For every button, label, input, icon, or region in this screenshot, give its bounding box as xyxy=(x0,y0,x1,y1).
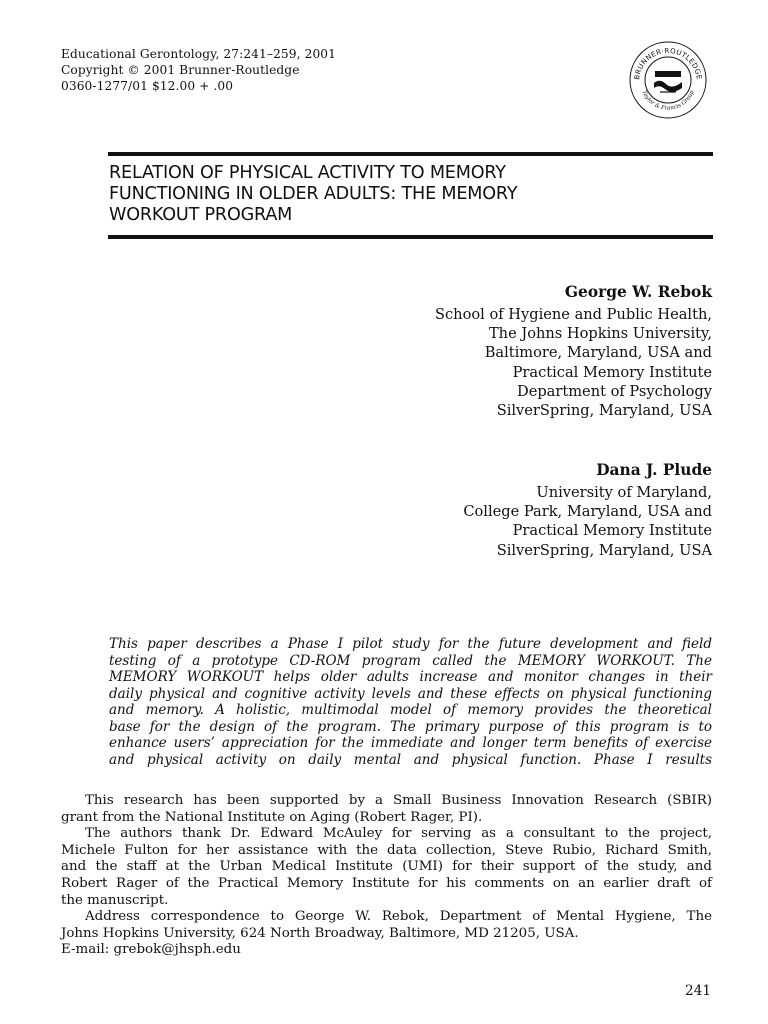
abstract-line: base for the design of the program. The primary purpose of this program is to xyxy=(109,718,712,735)
journal-header xyxy=(61,46,336,94)
journal-issn-price: 0360-1277/01 $12.00 + .00 xyxy=(61,79,234,93)
footnote-line: Michele Fulton for her assistance with the data collection, Steve Rubio, Richard Smith, xyxy=(61,842,712,858)
abstract-line: daily physical and cognitive activity levels and these effects on physical functioning xyxy=(109,685,712,702)
author-name: George W. Rebok xyxy=(564,283,712,301)
title-rule-top xyxy=(108,152,713,156)
footnote-line: Robert Rager of the Practical Memory Institute for his comments on an earlier draft of xyxy=(61,875,712,891)
affiliation-line: Baltimore, Maryland, USA and xyxy=(484,344,712,362)
author-block xyxy=(463,460,712,560)
footnote-line: This research has been supported by a Small Business Innovation Research (SBIR) xyxy=(85,793,712,808)
title-line: WORKOUT PROGRAM xyxy=(109,205,293,225)
affiliation-line: College Park, Maryland, USA and xyxy=(463,503,712,521)
footnote-email-line[interactable]: E-mail: grebok@jhsph.edu xyxy=(61,942,241,958)
seal-text-top: BRUNNER·ROUTLEDGE xyxy=(633,46,703,81)
acknowledgment-footnote xyxy=(61,793,712,959)
abstract xyxy=(109,636,712,768)
footnote-line: The authors thank Dr. Edward McAuley for serving as a consultant to the project, xyxy=(85,826,712,842)
seal-text-bottom: Taylor & Francis Group xyxy=(640,89,696,112)
footnote-line: Address correspondence to George W. Rebok, Department of Mental Hygiene, The xyxy=(85,909,712,925)
affiliation-line: SilverSpring, Maryland, USA xyxy=(496,541,712,559)
author-name: Dana J. Plude xyxy=(596,461,712,479)
abstract-line: testing of a prototype CD-ROM program called the MEMORY WORKOUT. The xyxy=(109,652,712,669)
affiliation-line: SilverSpring, Maryland, USA xyxy=(496,402,712,420)
abstract-line: and memory. A holistic, multimodal model of memory provides the theoretical xyxy=(109,702,712,718)
footnote-line: the manuscript. xyxy=(61,892,169,908)
author-block xyxy=(435,282,712,420)
journal-citation: Educational Gerontology, 27:241–259, 2001 xyxy=(61,47,337,61)
page-number: 241 xyxy=(685,983,711,999)
abstract-line: This paper describes a Phase I pilot study for the future development and field xyxy=(109,636,712,652)
title-line: FUNCTIONING IN OLDER ADULTS: THE MEMORY xyxy=(109,184,518,204)
title-line: RELATION OF PHYSICAL ACTIVITY TO MEMORY xyxy=(109,163,506,183)
title-rule-bottom xyxy=(108,235,713,239)
seal-emblem xyxy=(654,71,682,92)
abstract-line: and physical activity on daily mental and physical function. Phase I results xyxy=(109,751,712,768)
affiliation-line: School of Hygiene and Public Health, xyxy=(435,306,712,323)
abstract-line: enhance users’ appreciation for the immediate and longer term benefits of exercise xyxy=(109,735,712,751)
author-affiliation xyxy=(435,305,712,420)
article-title xyxy=(109,163,709,226)
abstract-line: MEMORY WORKOUT helps older adults increase and monitor changes in their xyxy=(109,669,712,685)
affiliation-line: The Johns Hopkins University, xyxy=(488,325,712,343)
footnote-line: Johns Hopkins University, 624 North Broadway, Baltimore, MD 21205, USA. xyxy=(61,925,579,941)
footnote-line: and the staff at the Urban Medical Institute (UMI) for their support of the study, and xyxy=(61,859,712,875)
author-affiliation xyxy=(463,483,712,560)
affiliation-line: Practical Memory Institute xyxy=(512,363,712,381)
affiliation-line: Practical Memory Institute xyxy=(512,522,712,540)
brunner-routledge-seal-logo xyxy=(628,40,708,120)
footnote-line: grant from the National Institute on Aging (Robert Rager, PI). xyxy=(61,809,483,825)
journal-copyright: Copyright © 2001 Brunner-Routledge xyxy=(61,63,300,77)
affiliation-line: University of Maryland, xyxy=(536,484,712,501)
affiliation-line: Department of Psychology xyxy=(517,382,712,400)
